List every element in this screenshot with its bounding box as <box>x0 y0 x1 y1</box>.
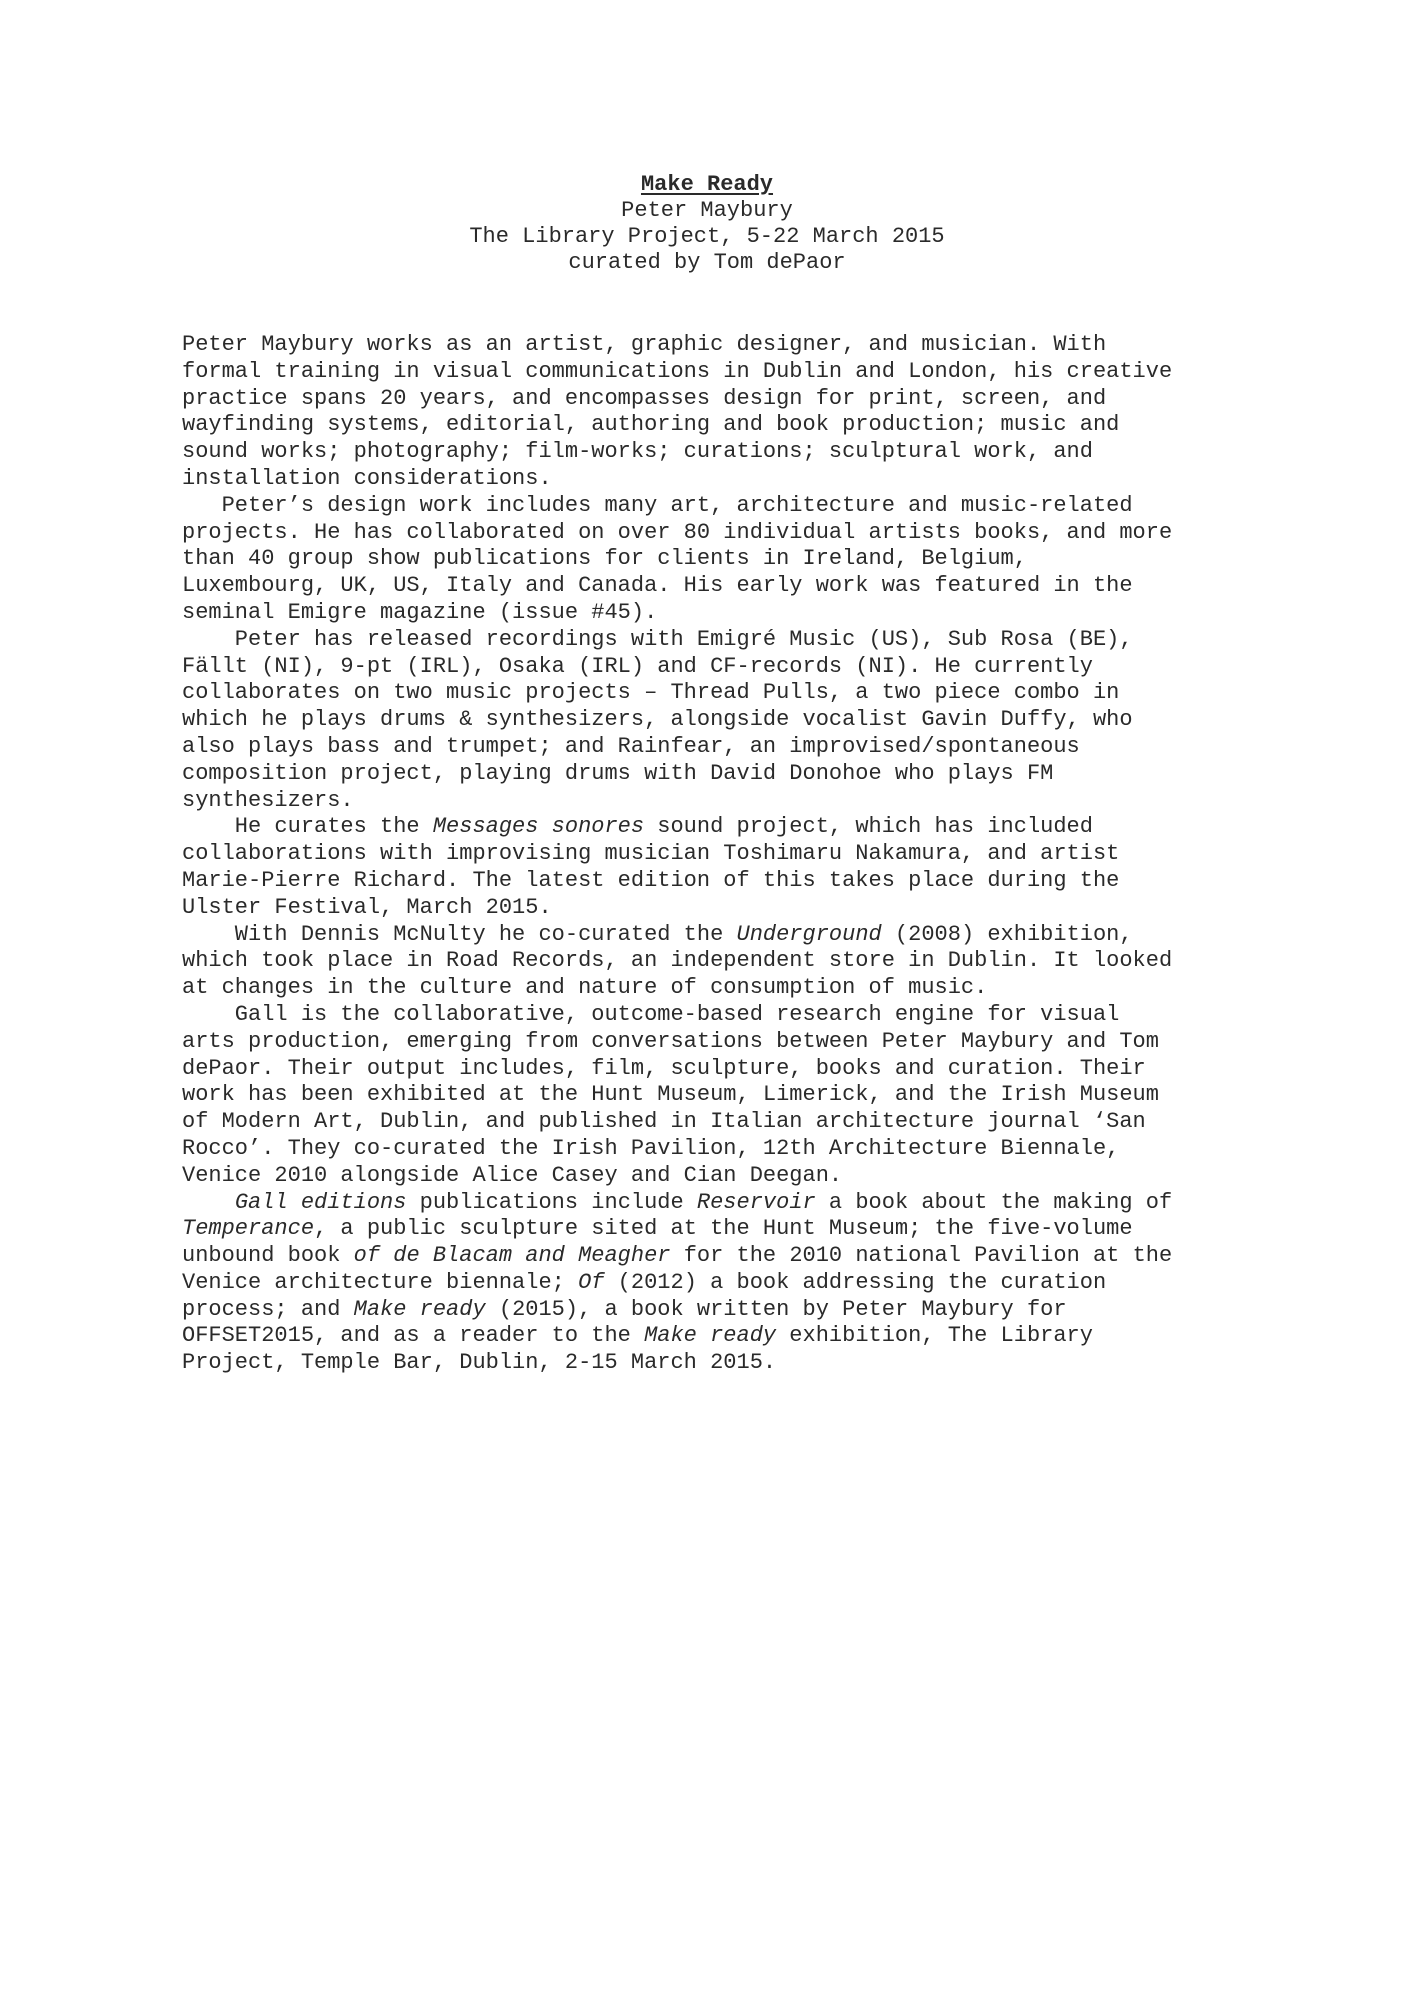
text-segment: Ulster Festival, March 2015. <box>182 894 552 920</box>
document-body <box>182 332 1262 1377</box>
italic-text-segment: Gall editions <box>234 1189 407 1215</box>
text-segment: Gall is the collaborative, outcome-based research engine for visual <box>182 1001 1120 1027</box>
body-text-line <box>182 788 1262 815</box>
text-segment: which he plays drums & synthesizers, alongside vocalist Gavin Duffy, who <box>182 707 1133 733</box>
text-segment: which took place in Road Records, an independent store in Dublin. It looked <box>182 948 1173 974</box>
italic-text-segment: Make ready <box>353 1296 486 1322</box>
text-segment: for the 2010 national Pavilion at the <box>670 1243 1173 1269</box>
text-segment: (2008) exhibition, <box>881 921 1133 947</box>
body-text-line <box>182 1002 1262 1029</box>
text-segment: also plays bass and trumpet; and Rainfear, an improvised/spontaneous <box>182 733 1080 759</box>
body-text-line <box>182 573 1262 600</box>
body-text-line <box>182 1216 1262 1243</box>
text-segment: (2015), a book written by Peter Maybury for <box>485 1296 1067 1322</box>
text-segment: Fällt (NI), 9-pt (IRL), Osaka (IRL) and CF-records (NI). He currently <box>182 653 1093 679</box>
text-segment: of Modern Art, Dublin, and published in Italian architecture journal ‘San <box>182 1109 1146 1135</box>
text-segment: arts production, emerging from conversations between Peter Maybury and Tom <box>182 1028 1159 1054</box>
text-segment: composition project, playing drums with David Donohoe who plays FM <box>182 760 1054 786</box>
body-text-line <box>182 520 1262 547</box>
body-text-line <box>182 386 1262 413</box>
italic-text-segment: Messages sonores <box>432 814 645 840</box>
body-text-line <box>182 1136 1262 1163</box>
body-text-line <box>182 1243 1262 1270</box>
text-segment: installation considerations. <box>182 465 552 491</box>
body-text-line <box>182 1029 1262 1056</box>
body-text-line <box>182 439 1262 466</box>
body-text-line <box>182 868 1262 895</box>
text-segment: dePaor. Their output includes, film, sculpture, books and curation. Their <box>182 1055 1146 1081</box>
document-title: Make Ready <box>640 172 774 197</box>
text-segment: exhibition, The Library <box>776 1323 1093 1349</box>
italic-text-segment: Underground <box>736 921 882 947</box>
text-segment: collaborations with improvising musician Toshimaru Nakamura, and artist <box>182 841 1120 867</box>
body-text-line <box>182 1190 1262 1217</box>
text-segment: Rocco’. They co-curated the Irish Pavilion, 12th Architecture Biennale, <box>182 1135 1120 1161</box>
body-text-line <box>182 707 1262 734</box>
body-text-line <box>182 895 1262 922</box>
text-segment: OFFSET2015, and as a reader to the <box>182 1323 645 1349</box>
text-segment: formal training in visual communications in Dublin and London, his creative <box>182 358 1173 384</box>
text-segment: Peter Maybury works as an artist, graphic designer, and musician. With <box>182 332 1107 357</box>
body-text-line <box>182 761 1262 788</box>
text-segment: a book about the making of <box>815 1189 1173 1215</box>
body-text-line <box>182 359 1262 386</box>
text-segment: practice spans 20 years, and encompasses design for print, screen, and <box>182 385 1107 411</box>
text-segment: , a public sculpture sited at the Hunt Museum; the five-volume <box>314 1216 1133 1242</box>
text-segment: Peter’s design work includes many art, architecture and music-related <box>182 492 1133 518</box>
text-segment: work has been exhibited at the Hunt Museum, Limerick, and the Irish Museum <box>182 1082 1159 1108</box>
text-segment: Peter has released recordings with Emigré Music (US), Sub Rosa (BE), <box>182 626 1133 652</box>
body-text-line <box>182 948 1262 975</box>
body-text-line <box>182 332 1262 359</box>
body-text-line <box>182 1056 1262 1083</box>
text-segment: Venice 2010 alongside Alice Casey and Cian Deegan. <box>182 1162 843 1188</box>
text-segment: process; and <box>182 1296 354 1322</box>
text-segment: publications include <box>406 1189 697 1215</box>
body-text-line <box>182 627 1262 654</box>
body-text-line <box>182 1082 1262 1109</box>
body-text-line <box>182 1270 1262 1297</box>
text-segment: He curates the <box>182 814 433 840</box>
text-segment: sound works; photography; film-works; curations; sculptural work, and <box>182 439 1093 465</box>
body-text-line <box>182 1109 1262 1136</box>
text-segment: synthesizers. <box>182 787 354 813</box>
body-text-line <box>182 493 1262 520</box>
body-text-line <box>182 1323 1262 1350</box>
text-segment: seminal Emigre magazine (issue #45). <box>182 599 658 625</box>
text-segment: collaborates on two music projects – Thread Pulls, a two piece combo in <box>182 680 1120 706</box>
venue-dates: The Library Project, 5-22 March 2015 <box>469 224 945 249</box>
body-text-line <box>182 1163 1262 1190</box>
italic-text-segment: Of <box>578 1269 605 1295</box>
text-segment: at changes in the culture and nature of consumption of music. <box>182 975 988 1001</box>
text-segment: unbound book <box>182 1243 354 1269</box>
body-text-line <box>182 922 1262 949</box>
body-text-line <box>182 654 1262 681</box>
text-segment: With Dennis McNulty he co-curated the <box>182 921 737 947</box>
body-text-line <box>182 466 1262 493</box>
body-text-line <box>182 600 1262 627</box>
curator-credit: curated by Tom dePaor <box>568 250 846 275</box>
italic-text-segment: Reservoir <box>696 1189 816 1215</box>
italic-text-segment: Temperance <box>182 1216 315 1242</box>
text-segment: than 40 group show publications for clients in Ireland, Belgium, <box>182 546 1027 572</box>
italic-text-segment: of de Blacam and Meagher <box>353 1243 671 1269</box>
body-text-line <box>182 1297 1262 1324</box>
body-text-line <box>182 546 1262 573</box>
text-segment: Project, Temple Bar, Dublin, 2-15 March 2015. <box>182 1350 777 1376</box>
body-text-line <box>182 841 1262 868</box>
artist-name: Peter Maybury <box>621 198 793 223</box>
body-text-line <box>182 1350 1262 1377</box>
text-segment: sound project, which has included <box>644 814 1093 840</box>
text-segment <box>182 1190 235 1215</box>
text-segment: Luxembourg, UK, US, Italy and Canada. His early work was featured in the <box>182 573 1133 599</box>
text-segment: wayfinding systems, editorial, authoring and book production; music and <box>182 412 1120 438</box>
text-segment: projects. He has collaborated on over 80 individual artists books, and more <box>182 519 1173 545</box>
text-segment: (2012) a book addressing the curation <box>604 1269 1107 1295</box>
body-text-line <box>182 734 1262 761</box>
body-text-line <box>182 680 1262 707</box>
body-text-line <box>182 412 1262 439</box>
text-segment: Venice architecture biennale; <box>182 1269 579 1295</box>
text-segment: Marie-Pierre Richard. The latest edition of this takes place during the <box>182 867 1120 893</box>
document-header <box>0 172 1414 276</box>
italic-text-segment: Make ready <box>644 1323 777 1349</box>
body-text-line <box>182 814 1262 841</box>
body-text-line <box>182 975 1262 1002</box>
